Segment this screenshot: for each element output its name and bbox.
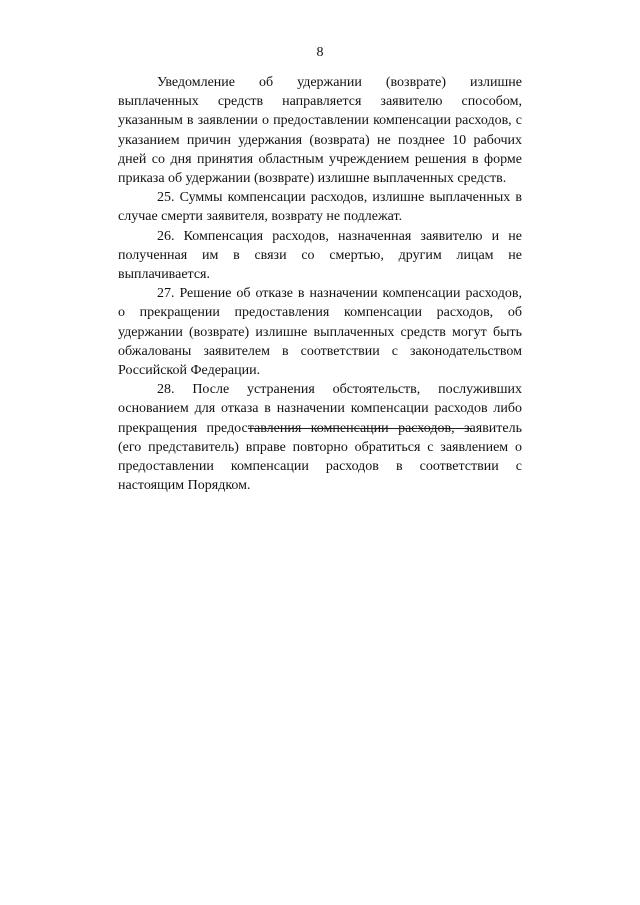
paragraph-26: 26. Компенсация расходов, назначенная заявителю и не полученная им в связи со смертью, другим лицам не выплачивается. xyxy=(118,228,522,283)
paragraph-27: 27. Решение об отказе в назначении компенсации расходов, о прекращении предоставления компенсации расходов, об удержании (возврате) излишне выплаченных средств могут быть обжалованы заявителем в соответствии с законодательством Российской Федерации. xyxy=(118,286,522,379)
paragraph-withholding-notice: Уведомление об удержании (возврате) излишне выплаченных средств направляется заявителю способом, указанным в заявлении о предоставлении компенсации расходов, с указанием причин удержания (возврата) не позднее 10 рабочих дней со дня принятия областным учреждением решения в форме приказа об удержании (возврате) излишне выплаченных средств. xyxy=(118,75,522,187)
paragraph-25: 25. Суммы компенсации расходов, излишне выплаченных в случае смерти заявителя, возврату не подлежат. xyxy=(118,190,522,225)
paragraph-28: 28. После устранения обстоятельств, послуживших основанием для отказа в назначении компенсации расходов либо прекращения предоставления компенсации расходов, заявитель (его представитель) вправе повторно обратиться с заявлением о предоставлении компенсации расходов в соответствии с настоящим Порядком. xyxy=(118,382,522,494)
document-body xyxy=(118,73,522,495)
page-number: 8 xyxy=(316,45,324,60)
end-of-document-rule xyxy=(248,428,472,429)
